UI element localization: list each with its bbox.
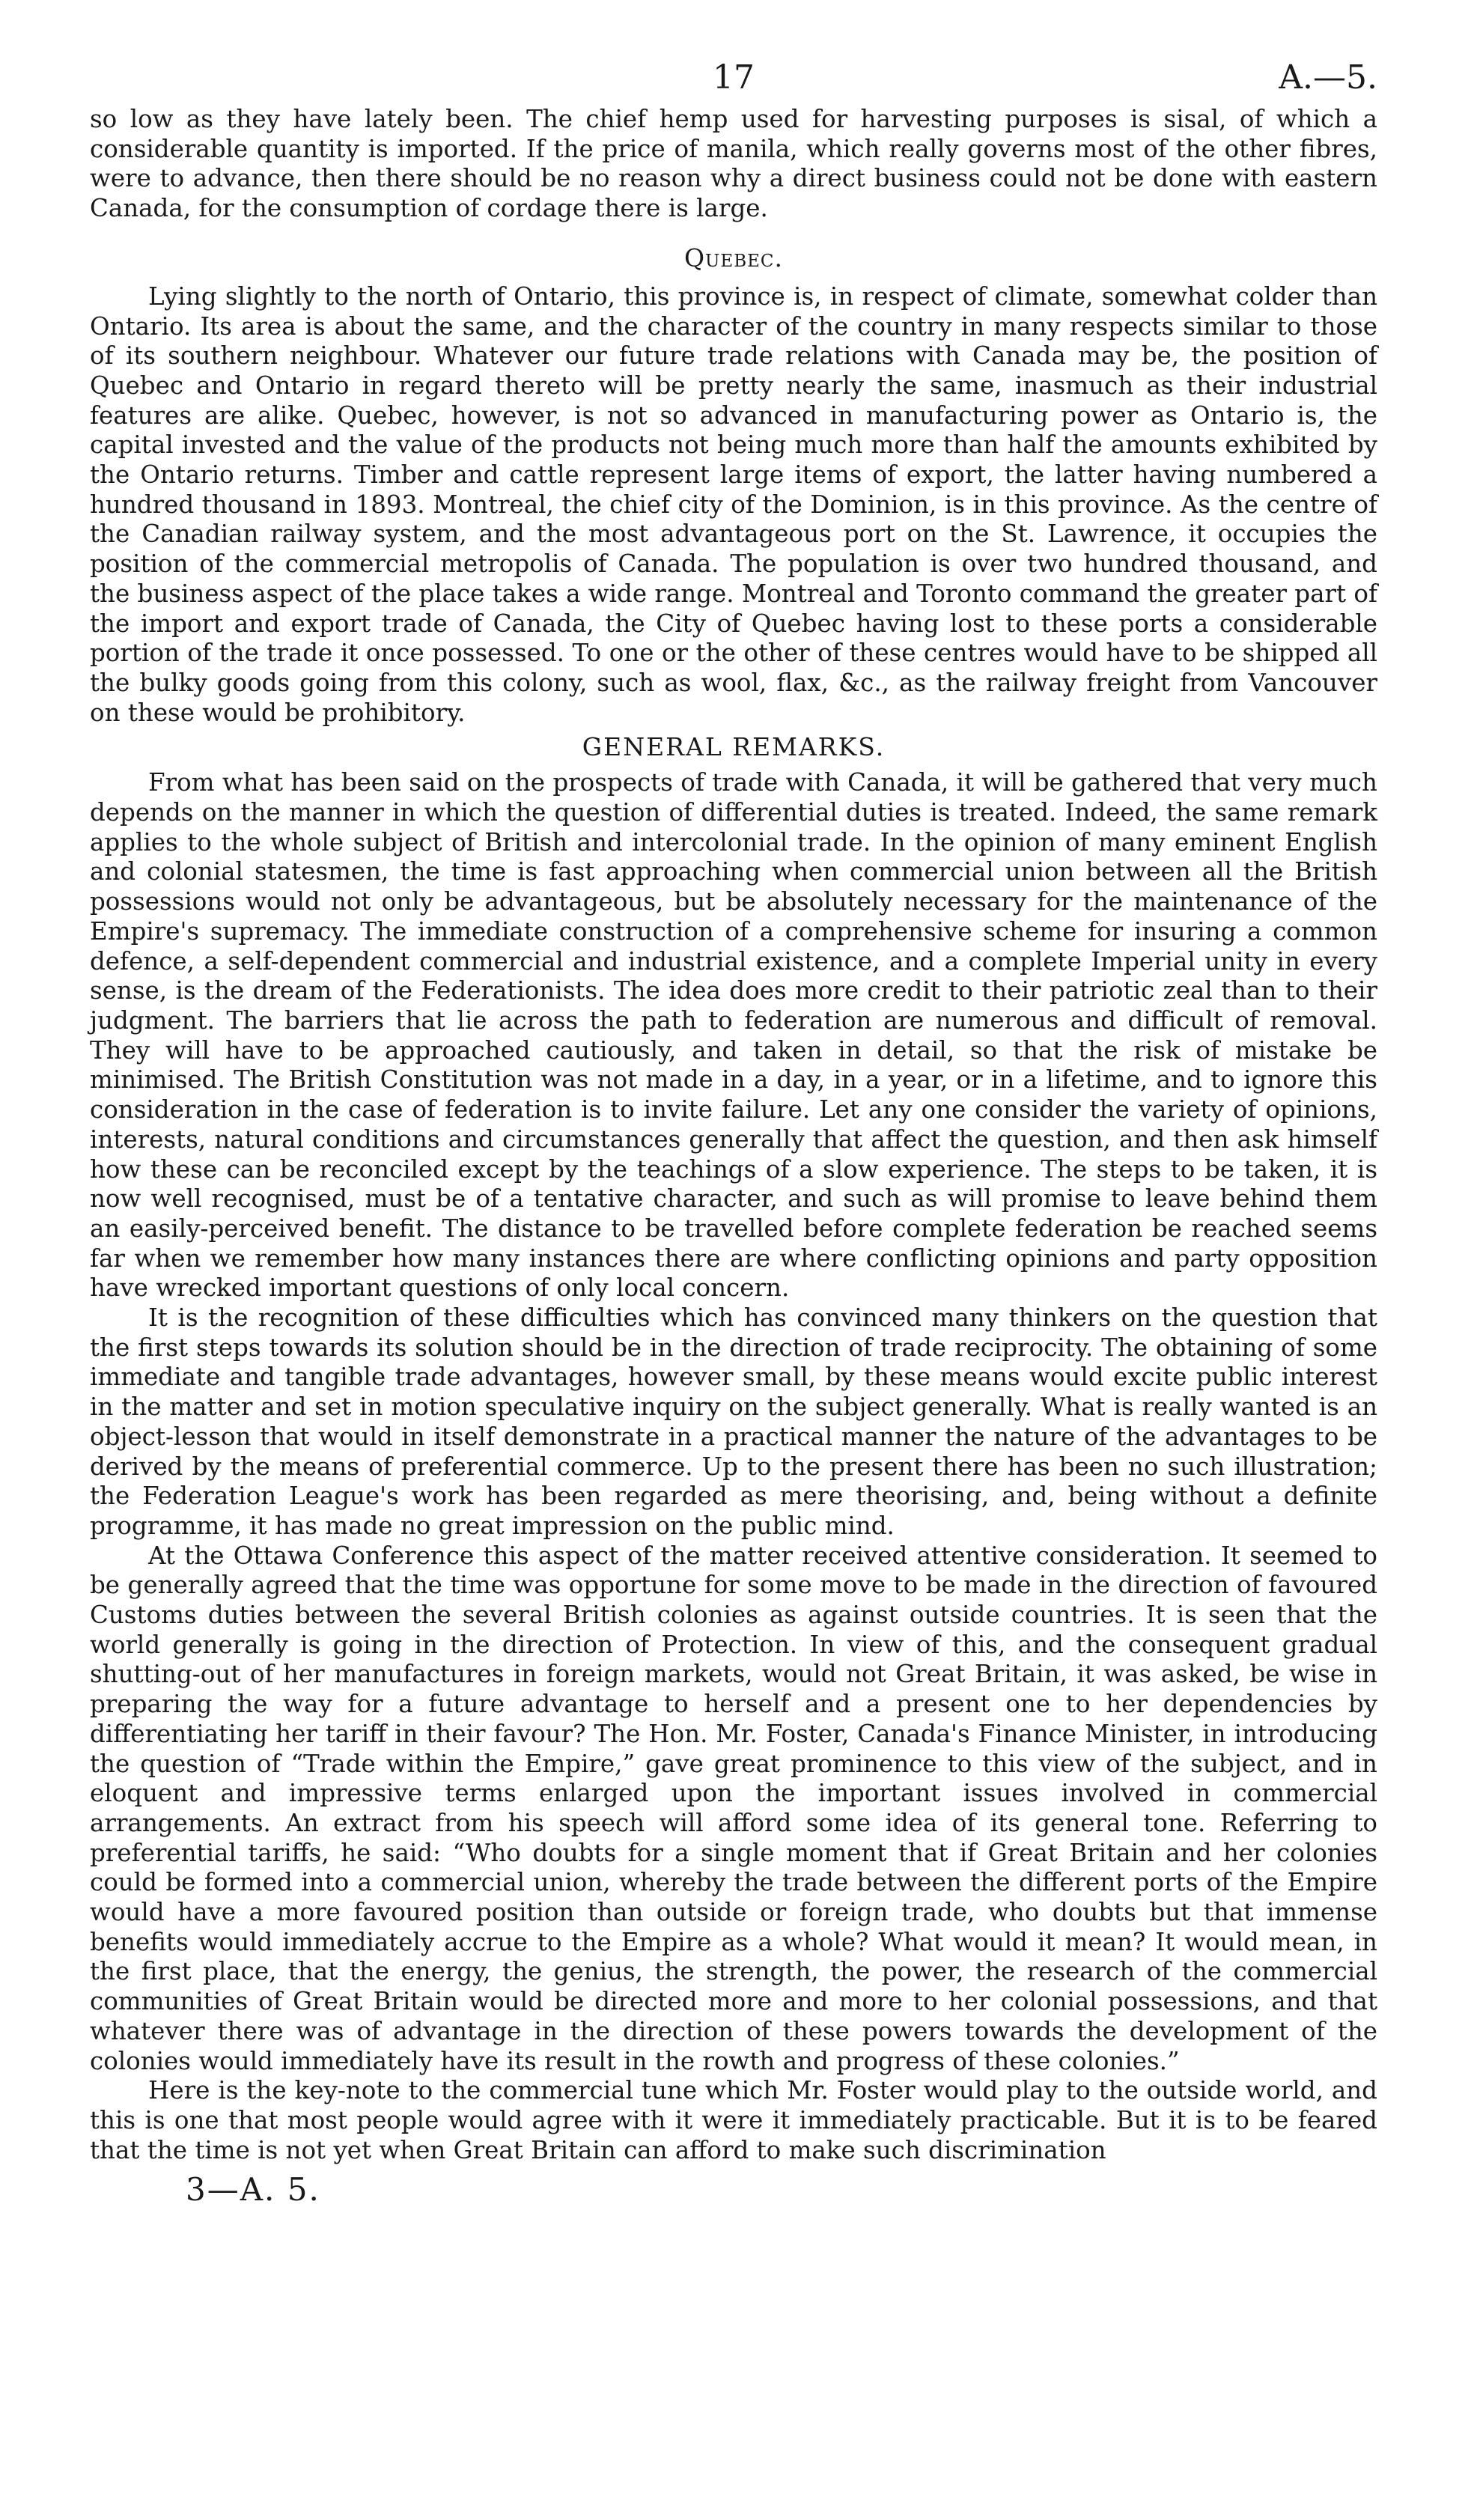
- document-reference: A.—5.: [1279, 58, 1377, 97]
- section-heading-quebec: Quebec.: [683, 243, 783, 273]
- paragraph-ottawa-conference: At the Ottawa Conference this aspect of the matter received attentive consideration. It seemed to be generally agreed that the time was opportune for some move to be made in the direction of favoured Customs duties between the several British colonies as against outside countries. It is seen that the world generally is going in the direction of Protection. In view of this, and the consequent gradual shutting-out of her manufactures in foreign markets, would not Great Britain, it was asked, be wise in preparing the way for a future advantage to herself and a present one to her dependencies by differentiating her tariff in their favour? The Hon. Mr. Foster, Canada's Finance Minister, in introducing the question of “Trade within the Empire,” gave great prominence to this view of the subject, and in eloquent and impressive terms enlarged upon the important issues involved in commercial arrangements. An extract from his speech will afford some idea of its general tone. Referring to preferential tariffs, he said: “Who doubts for a single moment that if Great Britain and her colonies could be formed into a commercial union, whereby the trade between the different ports of the Empire would have a more favoured position than outside or foreign trade, who doubts but that immense benefits would immediately accrue to the Empire as a whole? What would it mean? It would mean, in the first place, that the energy, the genius, the strength, the power, the research of the commercial communities of Great Britain would be directed more and more to her colonial possessions, and that whatever there was of advantage in the direction of these powers towards the development of the colonies would immediately have its result in the rowth and progress of these colonies.”: [90, 1541, 1377, 2075]
- paragraph-quebec: Lying slightly to the north of Ontario, this province is, in respect of climate, somewhat colder than Ontario. Its area is about the same, and the character of the country in many respects similar to those of its southern neighbour. Whatever our future trade relations with Canada may be, the position of Quebec and Ontario in regard thereto will be pretty nearly the same, inasmuch as their industrial features are alike. Quebec, however, is not so advanced in manufacturing power as Ontario is, the capital invested and the value of the products not being much more than half the amounts exhibited by the Ontario returns. Timber and cattle represent large items of export, the latter having numbered a hundred thousand in 1893. Montreal, the chief city of the Dominion, is in this province. As the centre of the Canadian railway system, and the most advantageous port on the St. Lawrence, it occupies the position of the commercial metropolis of Canada. The population is over two hundred thousand, and the business aspect of the place takes a wide range. Montreal and Toronto command the greater part of the import and export trade of Canada, the City of Quebec having lost to these ports a considerable portion of the trade it once possessed. To one or the other of these centres would have to be shipped all the bulky goods going from this colony, such as wool, flax, &c., as the railway freight from Vancouver on these would be prohibitory.: [90, 281, 1378, 727]
- paragraph-general-remarks-1: From what has been said on the prospects of trade with Canada, it will be gathered that very much depends on the manner in which the question of differential duties is treated. Indeed, the same remark applies to the whole subject of British and intercolonial trade. In the opinion of many eminent English and colonial statesmen, the time is fast approaching when commercial union between all the British possessions would not only be advantageous, but be absolutely necessary for the maintenance of the Empire's supremacy. The immediate construction of a comprehensive scheme for insuring a common defence, a self-dependent commercial and industrial existence, and a complete Imperial unity in every sense, is the dream of the Federationists. The idea does more credit to their patriotic zeal than to their judgment. The barriers that lie across the path to federation are numerous and difficult of removal. They will have to be approached cautiously, and taken in detail, so that the risk of mistake be minimised. The British Constitution was not made in a day, in a year, or in a lifetime, and to ignore this consideration in the case of federation is to invite failure. Let any one consider the variety of opinions, interests, natural conditions and circumstances generally that affect the question, and then ask himself how these can be reconciled except by the teachings of a slow experience. The steps to be taken, it is now well recognised, must be of a tentative character, and such as will promise to leave behind them an easily-perceived benefit. The distance to be travelled before complete federation be reached seems far when we remember how many instances there are where conflicting opinions and party opposition have wrecked important questions of only local concern.: [90, 768, 1377, 1303]
- paragraph-general-remarks-2: It is the recognition of these difficulties which has convinced many thinkers on the question that the first steps towards its solution should be in the direction of trade reciprocity. The obtaining of some immediate and tangible trade advantages, however small, by these means would excite public interest in the matter and set in motion speculative inquiry on the subject generally. What is really wanted is an object-lesson that would in itself demonstrate in a practical manner the nature of the advantages to be derived by the means of preferential commerce. Up to the present there has been no such illustration; the Federation League's work has been regarded as mere theorising, and, being without a definite programme, it has made no great impression on the public mind.: [90, 1303, 1377, 1540]
- printer-signature-mark: 3—A. 5.: [186, 2171, 320, 2209]
- document-page: [90, 45, 1377, 2208]
- section-heading-general-remarks: GENERAL REMARKS.: [582, 732, 886, 762]
- paragraph-continued-hemp: so low as they have lately been. The chief hemp used for harvesting purposes is sisal, of which a considerable quantity is imported. If the price of manila, which really governs most of the other fibres, were to advance, then there should be no reason why a direct business could not be done with eastern Canada, for the consumption of cordage there is large.: [90, 105, 1377, 223]
- paragraph-key-note: Here is the key-note to the commercial tune which Mr. Foster would play to the outside world, and this is one that most people would agree with it were it immediately practicable. But it is to be feared that the time is not yet when Great Britain can afford to make such discrimination: [90, 2076, 1377, 2164]
- body-text: [90, 105, 1377, 2165]
- page-header: [90, 45, 1377, 105]
- page-number: 17: [713, 58, 755, 97]
